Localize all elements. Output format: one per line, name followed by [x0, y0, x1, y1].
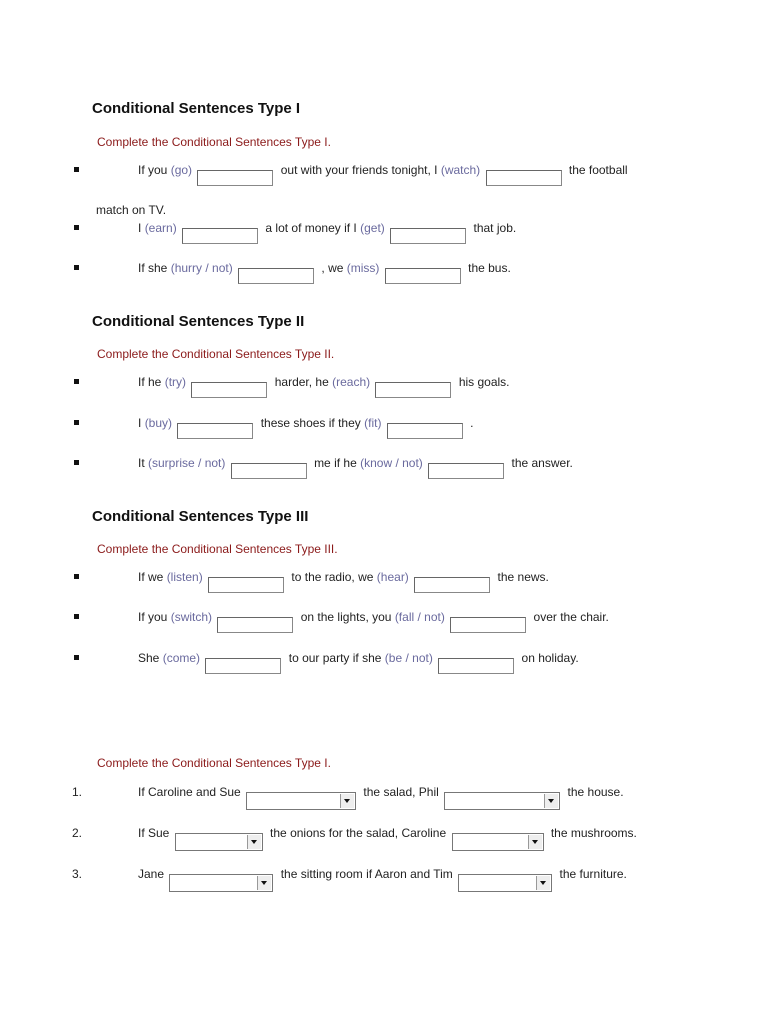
answer-input-3-3[interactable] — [217, 617, 293, 633]
answer-input-1-4[interactable] — [390, 228, 466, 244]
answer-input-1-5[interactable] — [238, 268, 314, 284]
section4-item-1: If Caroline and Sue the salad, Phil the house. — [138, 785, 624, 800]
answer-select-4-3[interactable] — [175, 833, 263, 851]
bullet — [74, 379, 79, 384]
section1-sentence-1-continued: match on TV. — [96, 203, 167, 217]
item-number: 1. — [72, 785, 83, 799]
answer-input-1-2[interactable] — [486, 170, 562, 186]
bullet — [74, 225, 79, 230]
answer-input-1-6[interactable] — [385, 268, 461, 284]
bullet — [74, 460, 79, 465]
section3-instruction: Complete the Conditional Sentences Type III. — [97, 542, 338, 556]
bullet — [74, 167, 79, 172]
chevron-down-icon[interactable] — [528, 835, 542, 849]
section2-sentence-2: I (buy) these shoes if they (fit) . — [138, 416, 473, 431]
answer-select-4-6[interactable] — [458, 874, 552, 892]
chevron-down-icon[interactable] — [247, 835, 261, 849]
section1-sentence-1: If you (go) out with your friends tonight, I (watch) the football — [138, 163, 628, 178]
section1-title: Conditional Sentences Type I — [92, 100, 301, 117]
answer-input-2-2[interactable] — [375, 382, 451, 398]
section2-sentence-3: It (surprise / not) me if he (know / not) the answer. — [138, 456, 573, 471]
answer-input-3-4[interactable] — [450, 617, 526, 633]
bullet — [74, 655, 79, 660]
answer-input-1-3[interactable] — [182, 228, 258, 244]
bullet — [74, 265, 79, 270]
section1-sentence-3: If she (hurry / not) , we (miss) the bus. — [138, 261, 511, 276]
answer-select-4-1[interactable] — [246, 792, 356, 810]
answer-select-4-2[interactable] — [444, 792, 560, 810]
chevron-down-icon[interactable] — [536, 876, 550, 890]
chevron-down-icon[interactable] — [257, 876, 271, 890]
answer-input-3-5[interactable] — [205, 658, 281, 674]
bullet — [74, 614, 79, 619]
section3-title: Conditional Sentences Type III — [92, 508, 309, 525]
bullet — [74, 420, 79, 425]
section4-item-3: Jane the sitting room if Aaron and Tim the furniture. — [138, 867, 627, 882]
answer-select-4-5[interactable] — [169, 874, 273, 892]
item-number: 3. — [72, 867, 83, 881]
section3-sentence-3: She (come) to our party if she (be / not) on holiday. — [138, 651, 579, 666]
answer-input-2-3[interactable] — [177, 423, 253, 439]
answer-select-4-4[interactable] — [452, 833, 544, 851]
answer-input-2-4[interactable] — [387, 423, 463, 439]
answer-input-2-1[interactable] — [191, 382, 267, 398]
answer-input-2-5[interactable] — [231, 463, 307, 479]
section4-item-2: If Sue the onions for the salad, Caroline the mushrooms. — [138, 826, 637, 841]
section3-sentence-2: If you (switch) on the lights, you (fall / not) over the chair. — [138, 610, 609, 625]
answer-input-3-1[interactable] — [208, 577, 284, 593]
item-number: 2. — [72, 826, 83, 840]
bullet — [74, 574, 79, 579]
answer-input-3-2[interactable] — [414, 577, 490, 593]
section4-instruction: Complete the Conditional Sentences Type I. — [97, 756, 331, 770]
section2-instruction: Complete the Conditional Sentences Type II. — [97, 347, 335, 361]
section2-title: Conditional Sentences Type II — [92, 313, 305, 330]
answer-input-2-6[interactable] — [428, 463, 504, 479]
section1-sentence-2: I (earn) a lot of money if I (get) that job. — [138, 221, 516, 236]
chevron-down-icon[interactable] — [544, 794, 558, 808]
answer-input-3-6[interactable] — [438, 658, 514, 674]
chevron-down-icon[interactable] — [340, 794, 354, 808]
section1-instruction: Complete the Conditional Sentences Type I. — [97, 135, 331, 149]
section3-sentence-1: If we (listen) to the radio, we (hear) the news. — [138, 570, 549, 585]
answer-input-1-1[interactable] — [197, 170, 273, 186]
section2-sentence-1: If he (try) harder, he (reach) his goals. — [138, 375, 510, 390]
